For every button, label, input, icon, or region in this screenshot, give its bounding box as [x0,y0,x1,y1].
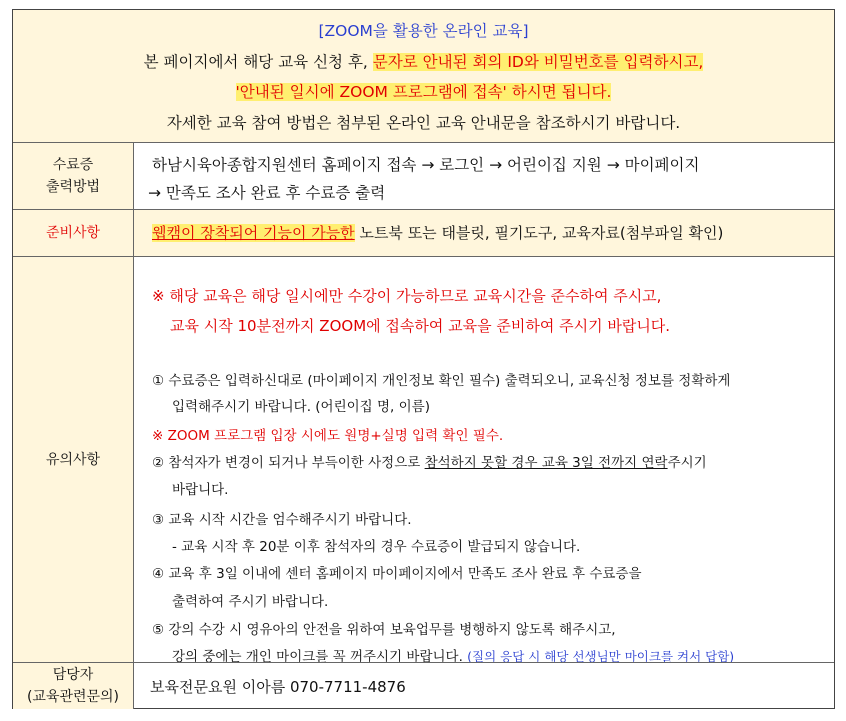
header-highlight-id-password: 문자로 안내된 회의 ID와 비밀번호를 입력하시고, [372,53,704,71]
note-2-underlined: 참석하지 못할 경우 교육 3일 전까지 연락 [424,455,668,471]
note-5-question-note: (질의 응답 시 해당 선생님만 마이크를 켜서 답함) [467,649,735,664]
certificate-content [134,143,834,209]
note-2-line-1: ② 참석자가 변경이 되거나 부득이한 사정으로 참석하지 못할 경우 교육 3일 전까지 연락주시기 [152,455,707,471]
header-line-2: 본 페이지에서 해당 교육 신청 후, 문자로 안내된 회의 ID와 비밀번호를 입력하시고, [143,53,704,71]
notes-label: 유의사항 [13,257,134,662]
contact-row [13,662,834,709]
preparation-row [13,209,834,256]
notice-table [12,9,835,709]
note-4-line-2: 출력하여 주시기 바랍니다. [172,594,329,610]
notes-content [134,257,834,665]
header-line-3 [13,80,834,102]
contact-content [134,663,834,709]
contact-label: 담당자 (교육관련문의) [13,663,134,709]
header-highlight-zoom-access: '안내된 일시에 ZOOM 프로그램에 접속' 하시면 됩니다. [235,83,612,101]
notice-header [13,10,834,142]
header-line-4: 자세한 교육 참여 방법은 첨부된 온라인 교육 안내문을 참조하시기 바랍니다. [166,114,681,132]
certificate-step-1: 하남시육아종합지원센터 홈페이지 접속 → 로그인 → 어린이집 지원 → 마이페이지 [152,156,700,174]
certificate-step-2: → 만족도 조사 완료 후 수료증 출력 [148,184,386,202]
warning-line-2: 교육 시작 10분전까지 ZOOM에 접속하여 교육을 준비하여 주시기 바랍니다. [170,317,671,335]
note-5-line-1: ⑤ 강의 수강 시 영유아의 안전을 위하여 보육업무를 병행하지 않도록 해주시고, [152,622,616,638]
preparation-content [134,210,834,256]
preparation-label: 준비사항 [13,210,134,256]
note-3-line-2: - 교육 시작 후 20분 이후 참석자의 경우 수료증이 발급되지 않습니다. [172,539,581,555]
note-1-line-1: ① 수료증은 입력하신대로 (마이페이지 개인정보 확인 필수) 출력되오니, 교육신청 정보를 정확하게 [152,373,731,389]
certificate-label: 수료증 출력방법 [13,143,134,209]
webcam-highlight: 웹캠이 장착되어 기능이 가능한 [152,224,355,242]
note-4-line-1: ④ 교육 후 3일 이내에 센터 홈페이지 마이페이지에서 만족도 조사 완료 후 수료증을 [152,566,642,582]
notice-title: [ZOOM을 활용한 온라인 교육] [318,22,529,40]
warning-line-1: ※ 해당 교육은 해당 일시에만 수강이 가능하므로 교육시간을 준수하여 주시고, [152,287,662,305]
note-1-zoom-warning: ※ ZOOM 프로그램 입장 시에도 원명+실명 입력 확인 필수. [152,428,504,444]
note-1-line-2: 입력해주시기 바랍니다. (어린이집 명, 이름) [172,399,430,415]
preparation-text: 웹캠이 장착되어 기능이 가능한 노트북 또는 태블릿, 필기도구, 교육자료(첨부파일 확인) [152,224,724,242]
certificate-row [13,142,834,209]
note-2-line-2: 바랍니다. [172,482,229,498]
notes-row [13,256,834,665]
note-5-line-2: 강의 중에는 개인 마이크를 꼭 꺼주시기 바랍니다. (질의 응답 시 해당 선생님만 마이크를 켜서 답함) [172,649,735,665]
note-3-line-1: ③ 교육 시작 시간을 엄수해주시기 바랍니다. [152,512,412,528]
contact-info: 보육전문요원 이아름 070-7711-4876 [150,678,406,696]
